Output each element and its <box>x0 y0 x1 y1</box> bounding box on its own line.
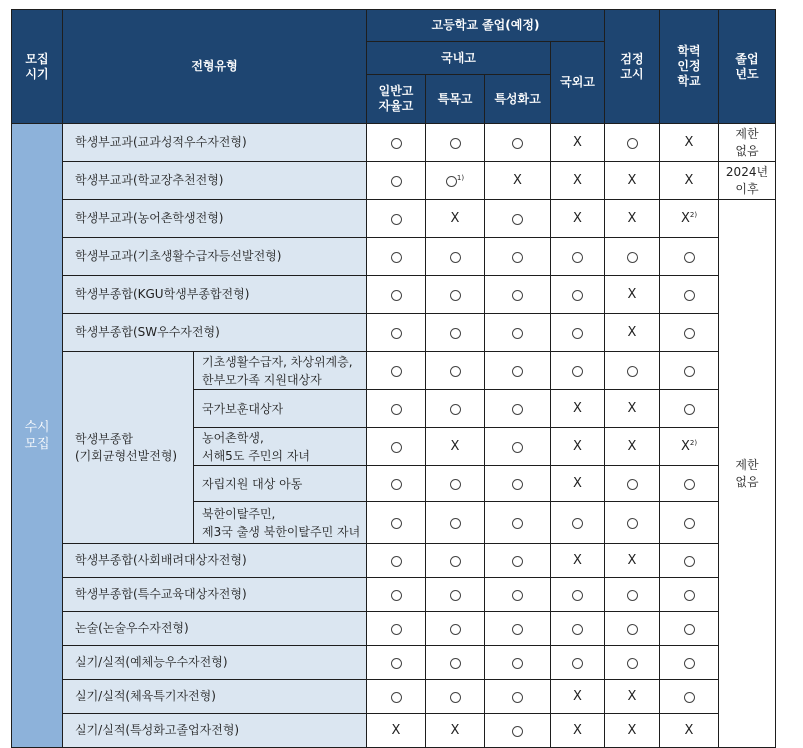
header-special-purpose: 특목고 <box>426 75 485 124</box>
circle-mark-icon <box>450 556 461 567</box>
eligibility-cell <box>426 680 485 714</box>
circle-mark-icon <box>684 658 695 669</box>
circle-mark-icon <box>391 366 402 377</box>
eligibility-cell <box>485 314 551 352</box>
circle-mark-icon <box>391 442 402 453</box>
circle-mark-icon <box>391 692 402 703</box>
eligibility-cell <box>605 124 660 162</box>
circle-mark-icon <box>627 590 638 601</box>
eligibility-cell <box>551 612 605 646</box>
circle-mark-icon <box>684 692 695 703</box>
x-mark-icon: X <box>573 476 582 491</box>
eligibility-cell <box>367 238 426 276</box>
eligibility-cell <box>551 238 605 276</box>
circle-mark-icon <box>450 590 461 601</box>
eligibility-cell <box>367 352 426 390</box>
eligibility-cell <box>605 200 660 238</box>
row-label: 실기/실적(특성화고졸업자전형) <box>63 714 367 748</box>
eligibility-cell <box>485 646 551 680</box>
row-label: 학생부종합(사회배려대상자전형) <box>63 544 367 578</box>
circle-mark-icon <box>391 252 402 263</box>
row-label: 실기/실적(예체능우수자전형) <box>63 646 367 680</box>
eligibility-cell <box>485 124 551 162</box>
table-row <box>12 238 776 276</box>
eligibility-cell <box>605 714 660 748</box>
x-mark-icon: X <box>391 723 401 738</box>
table-row <box>12 612 776 646</box>
x-mark-icon: X <box>627 287 637 302</box>
eligibility-cell <box>426 276 485 314</box>
circle-mark-icon <box>391 624 402 635</box>
eligibility-cell <box>367 466 426 502</box>
x-mark-icon: X <box>573 689 582 704</box>
eligibility-cell <box>551 124 605 162</box>
circle-mark-icon <box>512 590 523 601</box>
sub-label: 기초생활수급자, 차상위계층, 한부모가족 지원대상자 <box>194 352 367 390</box>
eligibility-cell <box>660 680 719 714</box>
eligibility-cell <box>367 646 426 680</box>
eligibility-cell <box>367 578 426 612</box>
circle-mark-icon <box>512 442 523 453</box>
x-mark-icon: X <box>627 211 637 226</box>
eligibility-cell <box>551 352 605 390</box>
circle-mark-icon <box>684 328 695 339</box>
eligibility-cell <box>367 428 426 466</box>
circle-mark-icon <box>572 366 583 377</box>
header-general: 일반고 자율고 <box>367 75 426 124</box>
eligibility-cell <box>426 314 485 352</box>
x-mark-icon: X <box>680 439 690 454</box>
eligibility-cell <box>551 390 605 428</box>
eligibility-cell <box>551 466 605 502</box>
circle-mark-icon <box>450 692 461 703</box>
eligibility-cell <box>426 466 485 502</box>
table-row <box>12 314 776 352</box>
eligibility-cell <box>426 578 485 612</box>
circle-mark-icon <box>512 214 523 225</box>
eligibility-cell <box>605 612 660 646</box>
circle-mark-icon <box>684 252 695 263</box>
sub-label: 북한이탈주민, 제3국 출생 북한이탈주민 자녀 <box>194 502 367 544</box>
x-mark-icon: X <box>627 553 637 568</box>
x-mark-icon: X <box>573 439 582 454</box>
eligibility-cell <box>485 502 551 544</box>
eligibility-cell <box>367 612 426 646</box>
x-mark-icon: X <box>627 723 637 738</box>
eligibility-cell <box>660 428 719 466</box>
circle-mark-icon <box>512 692 523 703</box>
circle-mark-icon <box>450 518 461 529</box>
header-specialized: 특성화고 <box>485 75 551 124</box>
sub-label: 국가보훈대상자 <box>194 390 367 428</box>
eligibility-cell <box>551 200 605 238</box>
eligibility-cell <box>426 162 485 200</box>
eligibility-cell <box>605 276 660 314</box>
header-grad-year: 졸업 년도 <box>719 10 776 124</box>
eligibility-cell <box>426 352 485 390</box>
period-cell: 수시 모집 <box>12 124 63 748</box>
circle-mark-icon <box>684 624 695 635</box>
grad-year-cell: 제한 없음 <box>719 124 776 162</box>
circle-mark-icon <box>391 658 402 669</box>
eligibility-cell <box>551 162 605 200</box>
row-label: 논술(논술우수자전형) <box>63 612 367 646</box>
circle-mark-icon <box>391 290 402 301</box>
eligibility-cell <box>660 124 719 162</box>
circle-mark-icon <box>684 518 695 529</box>
row-label: 학생부교과(농어촌학생전형) <box>63 200 367 238</box>
table-row <box>12 578 776 612</box>
eligibility-cell <box>485 714 551 748</box>
eligibility-cell <box>605 238 660 276</box>
eligibility-cell <box>485 680 551 714</box>
eligibility-cell <box>485 276 551 314</box>
x-mark-icon: X <box>573 173 582 188</box>
table-row <box>12 544 776 578</box>
grad-year-cell: 제한 없음 <box>719 200 776 748</box>
eligibility-cell <box>605 578 660 612</box>
x-mark-icon: X <box>573 723 582 738</box>
table-row <box>12 124 776 162</box>
circle-mark-icon <box>572 290 583 301</box>
circle-mark-icon <box>391 556 402 567</box>
circle-mark-icon <box>450 252 461 263</box>
circle-mark-icon <box>627 366 638 377</box>
x-mark-icon: X <box>680 211 690 226</box>
eligibility-cell <box>367 544 426 578</box>
circle-mark-icon <box>627 138 638 149</box>
admission-eligibility-table <box>11 9 776 748</box>
table-row <box>12 646 776 680</box>
row-label: 학생부교과(기초생활수급자등선발전형) <box>63 238 367 276</box>
table-row <box>12 680 776 714</box>
eligibility-cell <box>367 162 426 200</box>
eligibility-cell <box>605 352 660 390</box>
circle-mark-icon <box>512 328 523 339</box>
circle-mark-icon <box>572 590 583 601</box>
sub-label: 농어촌학생, 서해5도 주민의 자녀 <box>194 428 367 466</box>
x-mark-icon: X <box>573 135 582 150</box>
eligibility-cell <box>660 276 719 314</box>
circle-mark-icon <box>512 479 523 490</box>
eligibility-cell <box>485 578 551 612</box>
footnote-marker: 2) <box>689 211 698 219</box>
circle-mark-icon <box>391 328 402 339</box>
circle-mark-icon <box>512 138 523 149</box>
x-mark-icon: X <box>573 553 582 568</box>
eligibility-cell <box>551 276 605 314</box>
eligibility-cell <box>426 502 485 544</box>
circle-mark-icon <box>627 658 638 669</box>
eligibility-cell <box>485 544 551 578</box>
circle-mark-icon <box>684 556 695 567</box>
eligibility-cell <box>660 578 719 612</box>
eligibility-cell <box>551 544 605 578</box>
eligibility-cell <box>367 714 426 748</box>
circle-mark-icon <box>684 479 695 490</box>
circle-mark-icon <box>512 366 523 377</box>
eligibility-cell <box>605 502 660 544</box>
eligibility-cell <box>551 502 605 544</box>
eligibility-cell <box>660 352 719 390</box>
circle-mark-icon <box>450 624 461 635</box>
circle-mark-icon <box>627 252 638 263</box>
table-row <box>12 162 776 200</box>
grad-year-cell: 2024년 이후 <box>719 162 776 200</box>
eligibility-cell <box>605 314 660 352</box>
eligibility-cell <box>660 238 719 276</box>
circle-mark-icon <box>450 290 461 301</box>
x-mark-icon: X <box>450 723 460 738</box>
eligibility-cell <box>426 544 485 578</box>
x-mark-icon: X <box>627 689 637 704</box>
circle-mark-icon <box>512 624 523 635</box>
circle-mark-icon <box>446 176 457 187</box>
header-type: 전형유형 <box>63 10 367 124</box>
eligibility-cell <box>660 646 719 680</box>
eligibility-cell <box>605 646 660 680</box>
header-period: 모집 시기 <box>12 10 63 124</box>
eligibility-cell <box>660 390 719 428</box>
row-label: 실기/실적(체육특기자전형) <box>63 680 367 714</box>
row-label: 학생부종합(SW우수자전형) <box>63 314 367 352</box>
row-label: 학생부종합(특수교육대상자전형) <box>63 578 367 612</box>
eligibility-cell <box>605 428 660 466</box>
eligibility-cell <box>660 612 719 646</box>
eligibility-cell <box>660 466 719 502</box>
circle-mark-icon <box>450 658 461 669</box>
eligibility-cell <box>485 466 551 502</box>
x-mark-icon: X <box>573 401 582 416</box>
circle-mark-icon <box>391 176 402 187</box>
circle-mark-icon <box>512 518 523 529</box>
eligibility-cell <box>551 314 605 352</box>
circle-mark-icon <box>684 404 695 415</box>
x-mark-icon: X <box>684 173 694 188</box>
eligibility-cell <box>485 612 551 646</box>
x-mark-icon: X <box>684 723 694 738</box>
eligibility-cell <box>551 646 605 680</box>
x-mark-icon: X <box>450 439 460 454</box>
eligibility-cell <box>551 714 605 748</box>
eligibility-cell <box>426 612 485 646</box>
eligibility-cell <box>605 390 660 428</box>
circle-mark-icon <box>391 479 402 490</box>
circle-mark-icon <box>684 590 695 601</box>
eligibility-cell <box>605 466 660 502</box>
eligibility-cell <box>660 200 719 238</box>
x-mark-icon: X <box>450 211 460 226</box>
group-label: 학생부종합 (기회균형선발전형) <box>63 352 194 544</box>
circle-mark-icon <box>572 252 583 263</box>
circle-mark-icon <box>391 590 402 601</box>
header-domestic: 국내고 <box>367 42 551 75</box>
circle-mark-icon <box>450 404 461 415</box>
eligibility-cell <box>426 428 485 466</box>
footnote-marker: 1) <box>456 173 465 182</box>
eligibility-cell <box>426 238 485 276</box>
circle-mark-icon <box>572 658 583 669</box>
circle-mark-icon <box>572 624 583 635</box>
eligibility-cell <box>485 352 551 390</box>
eligibility-cell <box>426 124 485 162</box>
x-mark-icon: X <box>684 135 694 150</box>
circle-mark-icon <box>391 404 402 415</box>
eligibility-cell <box>367 390 426 428</box>
header-foreign: 국외고 <box>551 42 605 124</box>
eligibility-cell <box>426 646 485 680</box>
header-ged: 검정 고시 <box>605 10 660 124</box>
circle-mark-icon <box>512 556 523 567</box>
eligibility-cell <box>485 428 551 466</box>
eligibility-cell <box>485 238 551 276</box>
x-mark-icon: X <box>627 401 637 416</box>
table-row <box>12 352 776 390</box>
circle-mark-icon <box>512 726 523 737</box>
eligibility-cell <box>660 544 719 578</box>
circle-mark-icon <box>627 518 638 529</box>
eligibility-cell <box>660 502 719 544</box>
eligibility-cell <box>551 680 605 714</box>
row-label: 학생부교과(학교장추천전형) <box>63 162 367 200</box>
eligibility-cell <box>605 544 660 578</box>
circle-mark-icon <box>627 624 638 635</box>
x-mark-icon: X <box>573 211 582 226</box>
header-hs-grad: 고등학교 졸업(예정) <box>367 10 605 42</box>
circle-mark-icon <box>627 479 638 490</box>
eligibility-cell <box>367 276 426 314</box>
eligibility-cell <box>426 714 485 748</box>
circle-mark-icon <box>450 328 461 339</box>
x-mark-icon: X <box>513 173 522 188</box>
table-row <box>12 276 776 314</box>
x-mark-icon: X <box>627 173 637 188</box>
eligibility-cell <box>660 714 719 748</box>
eligibility-cell <box>367 200 426 238</box>
row-label: 학생부종합(KGU학생부종합전형) <box>63 276 367 314</box>
circle-mark-icon <box>572 328 583 339</box>
eligibility-cell <box>367 314 426 352</box>
eligibility-cell <box>367 124 426 162</box>
eligibility-cell <box>485 200 551 238</box>
circle-mark-icon <box>450 138 461 149</box>
circle-mark-icon <box>512 252 523 263</box>
circle-mark-icon <box>684 366 695 377</box>
circle-mark-icon <box>684 290 695 301</box>
eligibility-cell <box>426 390 485 428</box>
circle-mark-icon <box>512 404 523 415</box>
eligibility-cell <box>660 162 719 200</box>
eligibility-cell <box>660 314 719 352</box>
x-mark-icon: X <box>627 439 637 454</box>
circle-mark-icon <box>512 658 523 669</box>
eligibility-cell <box>426 200 485 238</box>
circle-mark-icon <box>572 518 583 529</box>
eligibility-cell <box>367 680 426 714</box>
circle-mark-icon <box>450 366 461 377</box>
eligibility-cell <box>551 428 605 466</box>
table-row <box>12 200 776 238</box>
table-row <box>12 714 776 748</box>
eligibility-cell <box>551 578 605 612</box>
circle-mark-icon <box>450 479 461 490</box>
eligibility-cell <box>367 502 426 544</box>
x-mark-icon: X <box>627 325 637 340</box>
circle-mark-icon <box>512 290 523 301</box>
eligibility-cell <box>605 162 660 200</box>
eligibility-cell <box>485 390 551 428</box>
eligibility-cell <box>485 162 551 200</box>
circle-mark-icon <box>391 138 402 149</box>
sub-label: 자립지원 대상 아동 <box>194 466 367 502</box>
row-label: 학생부교과(교과성적우수자전형) <box>63 124 367 162</box>
footnote-marker: 2) <box>689 439 698 447</box>
eligibility-cell <box>605 680 660 714</box>
header-accredited: 학력 인정 학교 <box>660 10 719 124</box>
circle-mark-icon <box>391 518 402 529</box>
circle-mark-icon <box>391 214 402 225</box>
